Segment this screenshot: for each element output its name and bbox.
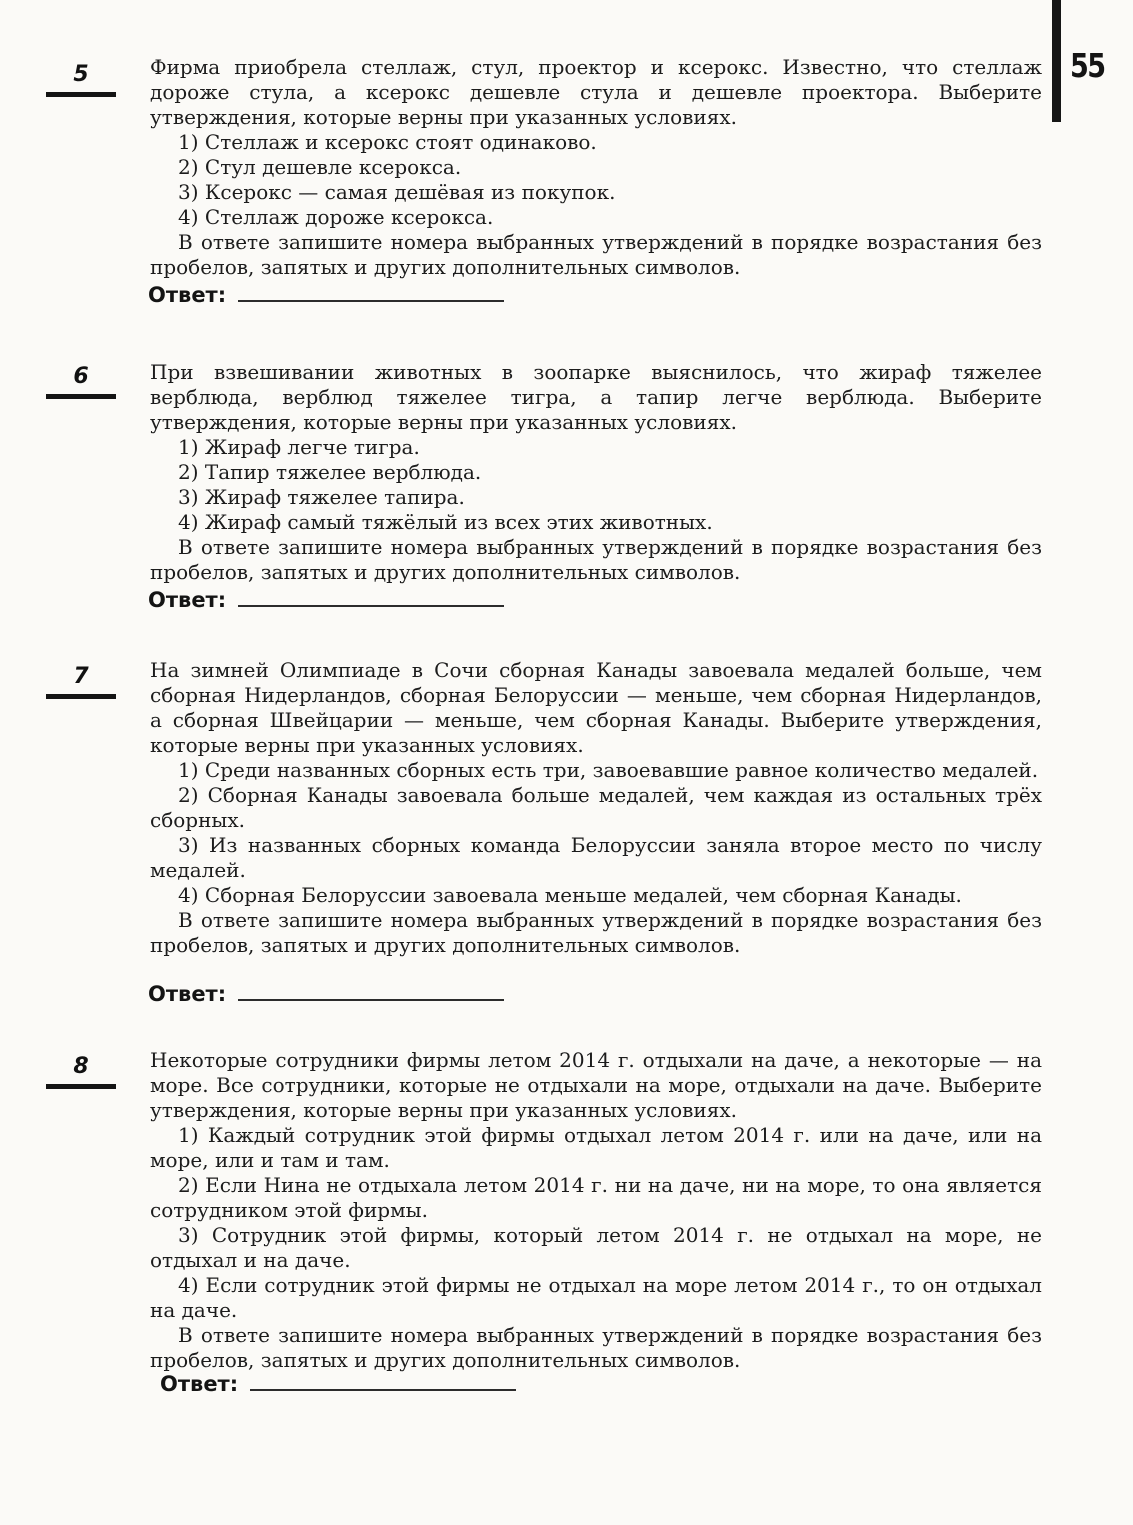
problem-intro: На зимней Олимпиаде в Сочи сборная Канады завоевала медалей больше, чем сборная Нидерландов, сборная Белоруссии — меньше, чем сборная Нидерландов, а сборная Швейцарии — меньше, чем сборная Канады. Выберите утверждения, которые верны при указанных условиях.	[150, 658, 1042, 757]
problem-closing: В ответе запишите номера выбранных утверждений в порядке возрастания без пробелов, запятых и других дополнительных символов.	[150, 908, 1042, 957]
answer-label: Ответ:	[148, 283, 227, 307]
problem-block-7	[150, 658, 1042, 958]
problem-option: 3) Ксерокс — самая дешёвая из покупок.	[178, 180, 616, 204]
problem-block-8	[150, 1048, 1042, 1373]
problem-option: 3) Жираф тяжелее тапира.	[178, 485, 465, 509]
answer-blank-line[interactable]	[238, 285, 504, 302]
problem-option: 4) Сборная Белоруссии завоевала меньше медалей, чем сборная Канады.	[178, 883, 962, 907]
page-number: 55	[1070, 46, 1105, 85]
answer-blank-line[interactable]	[238, 984, 504, 1001]
problem-option: 4) Стеллаж дороже ксерокса.	[178, 205, 494, 229]
problem-option: 2) Стул дешевле ксерокса.	[178, 155, 462, 179]
problem-intro: Некоторые сотрудники фирмы летом 2014 г. отдыхали на даче, а некоторые — на море. Все сотрудники, которые не отдыхали на море, отдыхали на даче. Выберите утверждения, которые верны при указанных условиях.	[150, 1048, 1042, 1122]
answer-label: Ответ:	[160, 1372, 239, 1396]
problem-intro: При взвешивании животных в зоопарке выяснилось, что жираф тяжелее верблюда, верблюд тяжелее тигра, а тапир легче верблюда. Выберите утверждения, которые верны при указанных условиях.	[150, 360, 1042, 434]
problem-closing: В ответе запишите номера выбранных утверждений в порядке возрастания без пробелов, запятых и других дополнительных символов.	[150, 230, 1042, 279]
problem-option: 4) Жираф самый тяжёлый из всех этих животных.	[178, 510, 713, 534]
problem-option: 1) Каждый сотрудник этой фирмы отдыхал летом 2014 г. или на даче, или на море, или и там и там.	[150, 1123, 1042, 1172]
problem-number-5: 5	[46, 60, 116, 97]
answer-blank-line[interactable]	[250, 1374, 516, 1391]
problem-option: 2) Если Нина не отдыхала летом 2014 г. ни на даче, ни на море, то она является сотрудником этой фирмы.	[150, 1173, 1042, 1222]
page-edge-bar	[1052, 0, 1061, 122]
problem-number-8: 8	[46, 1052, 116, 1089]
problem-option: 3) Сотрудник этой фирмы, который летом 2014 г. не отдыхал на море, не отдыхал и на даче.	[150, 1223, 1042, 1272]
problem-block-5	[150, 55, 1042, 280]
problem-option: 2) Тапир тяжелее верблюда.	[178, 460, 482, 484]
problem-option: 1) Жираф легче тигра.	[178, 435, 420, 459]
problem-option: 1) Среди названных сборных есть три, завоевавшие равное количество медалей.	[178, 758, 1039, 782]
problem-intro: Фирма приобрела стеллаж, стул, проектор и ксерокс. Известно, что стеллаж дороже стула, а ксерокс дешевле стула и дешевле проектора. Выберите утверждения, которые верны при указанных условиях.	[150, 55, 1042, 129]
answer-blank-line[interactable]	[238, 590, 504, 607]
answer-row-7	[148, 982, 504, 1006]
problem-option: 3) Из названных сборных команда Белоруссии заняла второе место по числу медалей.	[150, 833, 1042, 882]
problem-block-6	[150, 360, 1042, 585]
problem-option: 2) Сборная Канады завоевала больше медалей, чем каждая из остальных трёх сборных.	[150, 783, 1042, 832]
problem-number-6: 6	[46, 362, 116, 399]
problem-closing: В ответе запишите номера выбранных утверждений в порядке возрастания без пробелов, запятых и других дополнительных символов.	[150, 1323, 1042, 1372]
answer-row-5	[148, 283, 504, 307]
answer-label: Ответ:	[148, 982, 227, 1006]
problem-closing: В ответе запишите номера выбранных утверждений в порядке возрастания без пробелов, запятых и других дополнительных символов.	[150, 535, 1042, 584]
problem-option: 4) Если сотрудник этой фирмы не отдыхал на море летом 2014 г., то он отдыхал на даче.	[150, 1273, 1042, 1322]
answer-label: Ответ:	[148, 588, 227, 612]
answer-row-6	[148, 588, 504, 612]
problem-option: 1) Стеллаж и ксерокс стоят одинаково.	[178, 130, 597, 154]
problem-number-7: 7	[46, 662, 116, 699]
answer-row-8	[160, 1372, 516, 1396]
